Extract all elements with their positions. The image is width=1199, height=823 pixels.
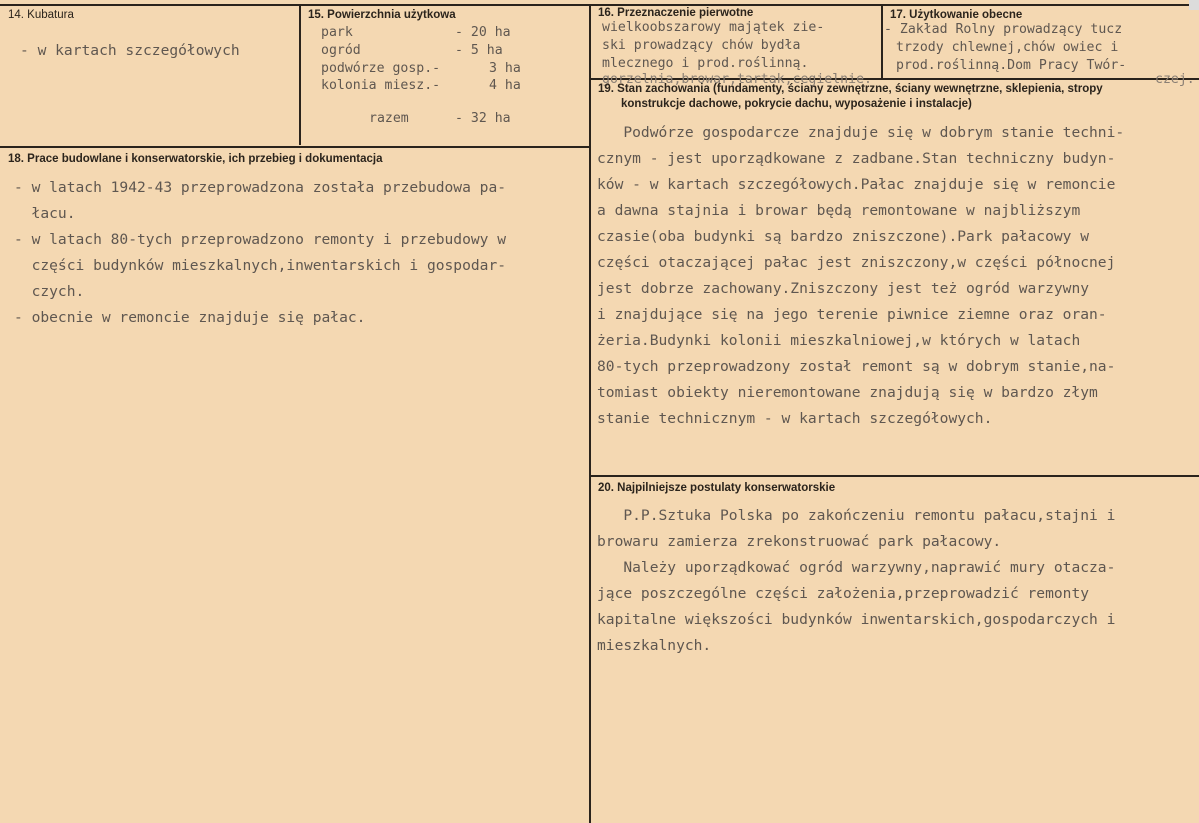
section-19-label-cont: konstrukcje dachowe, pokrycie dachu, wyposażenie i instalacje): [621, 98, 972, 110]
section-18-label: 18. Prace budowlane i konserwatorskie, ich przebieg i dokumentacja: [8, 153, 383, 165]
text-line: prod.roślinną.Dom Pracy Twór-: [896, 58, 1127, 73]
section-20-label: 20. Najpilniejsze postulaty konserwatorskie: [598, 482, 836, 494]
divider-14-15: [299, 4, 301, 145]
text-line: Podwórze gospodarcze znajduje się w dobrym stanie techni-: [597, 124, 1125, 141]
section-14-label: 14. Kubatura: [8, 9, 74, 21]
text-line: stanie technicznym - w kartach szczegółowych.: [597, 410, 993, 427]
area-row-value: - 5 ha: [455, 43, 503, 58]
text-line: czych.: [14, 283, 85, 300]
text-line: 80-tych przeprowadzony został remont są w dobrym stanie,na-: [597, 358, 1116, 375]
text-line-cutoff: gorzelnia,browar,tartak,cegielnie.: [602, 72, 872, 87]
area-row-value: - 20 ha: [455, 25, 511, 40]
text-line: tomiast obiekty nieremontowane znajdują się w bardzo złym: [597, 384, 1098, 401]
text-line: Należy uporządkować ogród warzywny,naprawić mury otacza-: [597, 559, 1116, 576]
divider-16-17: [881, 4, 883, 78]
text-line: czasie(oba budynki są bardzo zniszczone).Park pałacowy w: [597, 228, 1090, 245]
text-line-cutoff: czej.: [1155, 72, 1195, 87]
area-row-value: 4 ha: [489, 78, 521, 93]
text-line: jest dobrze zachowany.Zniszczony jest też ogród warzywny: [597, 280, 1090, 297]
divider-20-top: [591, 475, 1199, 477]
text-line: - w latach 80-tych przeprowadzono remonty i przebudowy w: [14, 231, 507, 248]
area-total-value: - 32 ha: [455, 111, 511, 126]
section-15-label: 15. Powierzchnia użytkowa: [308, 9, 456, 21]
scan-corner: [1189, 0, 1199, 10]
area-row-value: 3 ha: [489, 61, 521, 76]
text-line: P.P.Sztuka Polska po zakończeniu remontu pałacu,stajni i: [597, 507, 1116, 524]
section-19-label: 19. Stan zachowania (fundamenty, ściany zewnętrzne, ściany wewnętrzne, sklepienia, stropy: [598, 83, 1103, 95]
text-line: części otaczającej pałac jest zniszczony,w części północnej: [597, 254, 1116, 271]
text-line: - w latach 1942-43 przeprowadzona została przebudowa pa-: [14, 179, 507, 196]
text-line: - obecnie w remoncie znajduje się pałac.: [14, 309, 366, 326]
text-line: - Zakład Rolny prowadzący tucz: [884, 22, 1123, 37]
text-line: cznym - jest uporządkowane z zadbane.Stan techniczny budyn-: [597, 150, 1116, 167]
text-line: kapitalne większości budynków inwentarskich,gospodarczych i: [597, 611, 1116, 628]
text-line: a dawna stajnia i browar będą remontowane w najbliższym: [597, 202, 1081, 219]
section-14-text: - w kartach szczegółowych: [20, 42, 240, 59]
text-line: mieszkalnych.: [597, 637, 712, 654]
area-row-name: park: [321, 25, 353, 40]
area-row-name: kolonia miesz.-: [321, 78, 441, 93]
text-line: trzody chlewnej,chów owiec i: [896, 40, 1119, 55]
text-line: części budynków mieszkalnych,inwentarskich i gospodar-: [14, 257, 507, 274]
text-line: ków - w kartach szczegółowych.Pałac znajduje się w remoncie: [597, 176, 1116, 193]
text-line: browaru zamierza zrekonstruować park pałacowy.: [597, 533, 1002, 550]
text-line: wielkoobszarowy majątek zie-: [602, 20, 825, 35]
text-line: i znajdujące się na jego terenie piwnice ziemne oraz oran-: [597, 306, 1107, 323]
text-line: żeria.Budynki kolonii mieszkalniowej,w których w latach: [597, 332, 1081, 349]
section-17-label: 17. Użytkowanie obecne: [890, 9, 1023, 21]
section-16-label: 16. Przeznaczenie pierwotne: [598, 7, 754, 19]
area-total-label: razem: [369, 111, 409, 126]
text-line: łacu.: [14, 205, 76, 222]
area-row-name: ogród: [321, 43, 361, 58]
divider-15-16: [589, 4, 591, 823]
divider-18-top: [0, 146, 591, 148]
text-line: ski prowadzący chów bydła: [602, 38, 801, 53]
text-line: jące poszczególne części założenia,przeprowadzić remonty: [597, 585, 1090, 602]
area-row-name: podwórze gosp.-: [321, 61, 441, 76]
text-line: mlecznego i prod.roślinną.: [602, 56, 809, 71]
